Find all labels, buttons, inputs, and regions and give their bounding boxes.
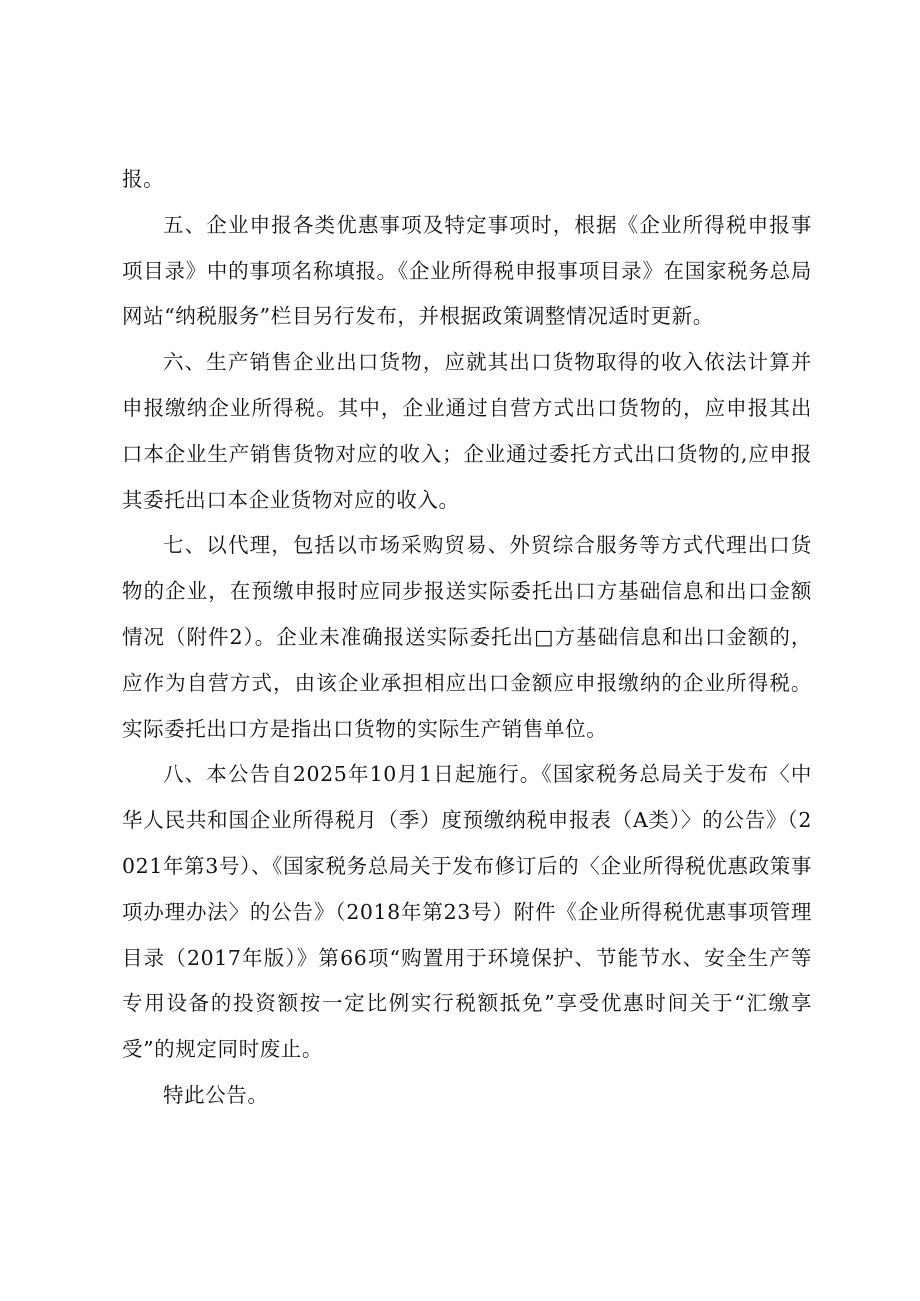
- closing-statement: 特此公告。: [163, 1082, 269, 1107]
- document-body: [122, 157, 812, 1119]
- paragraph-item-6: 六、生产销售企业出口货物，应就其出口货物取得的收入依法计算并申报缴纳企业所得税。其中，企业通过自营方式出口货物的，应申报其出口本企业生产销售货物对应的收入；企业通过委托方式出口货物的,应申报其委托出口本企业货物对应的收入。: [122, 350, 812, 512]
- paragraph-item-5: 五、企业申报各类优惠事项及特定事项时，根据《企业所得税申报事项目录》中的事项名称填报。《企业所得税申报事项目录》在国家税务总局网站“纳税服务”栏目另行发布，并根据政策调整情况适时更新。: [122, 212, 812, 329]
- paragraph-item-8: 八、本公告自2025年10月1日起施行。《国家税务总局关于发布〈中华人民共和国企业所得税月（季）度预缴纳税申报表（A类）〉的公告》（2021年第3号）、《国家税务总局关于发布修订后的〈企业所得税优惠政策事项办理办法〉的公告》（2018年第23号）附件《企业所得税优惠事项管理目录（2017年版）》第66项“购置用于环境保护、节能节水、安全生产等专用设备的投资额按一定比例实行税额抵免”享受优惠时间关于“汇缴享受”的规定同时废止。: [122, 762, 812, 1062]
- paragraph-continuation: 报。: [122, 167, 165, 191]
- paragraph-item-7: 七、以代理，包括以市场采购贸易、外贸综合服务等方式代理出口货物的企业，在预缴申报时应同步报送实际委托出口方基础信息和出口金额情况（附件2）。企业未准确报送实际委托出□方基础信息和出口金额的，应作为自营方式，由该企业承担相应出口金额应申报缴纳的企业所得税。实际委托出口方是指出口货物的实际生产销售单位。: [122, 533, 812, 741]
